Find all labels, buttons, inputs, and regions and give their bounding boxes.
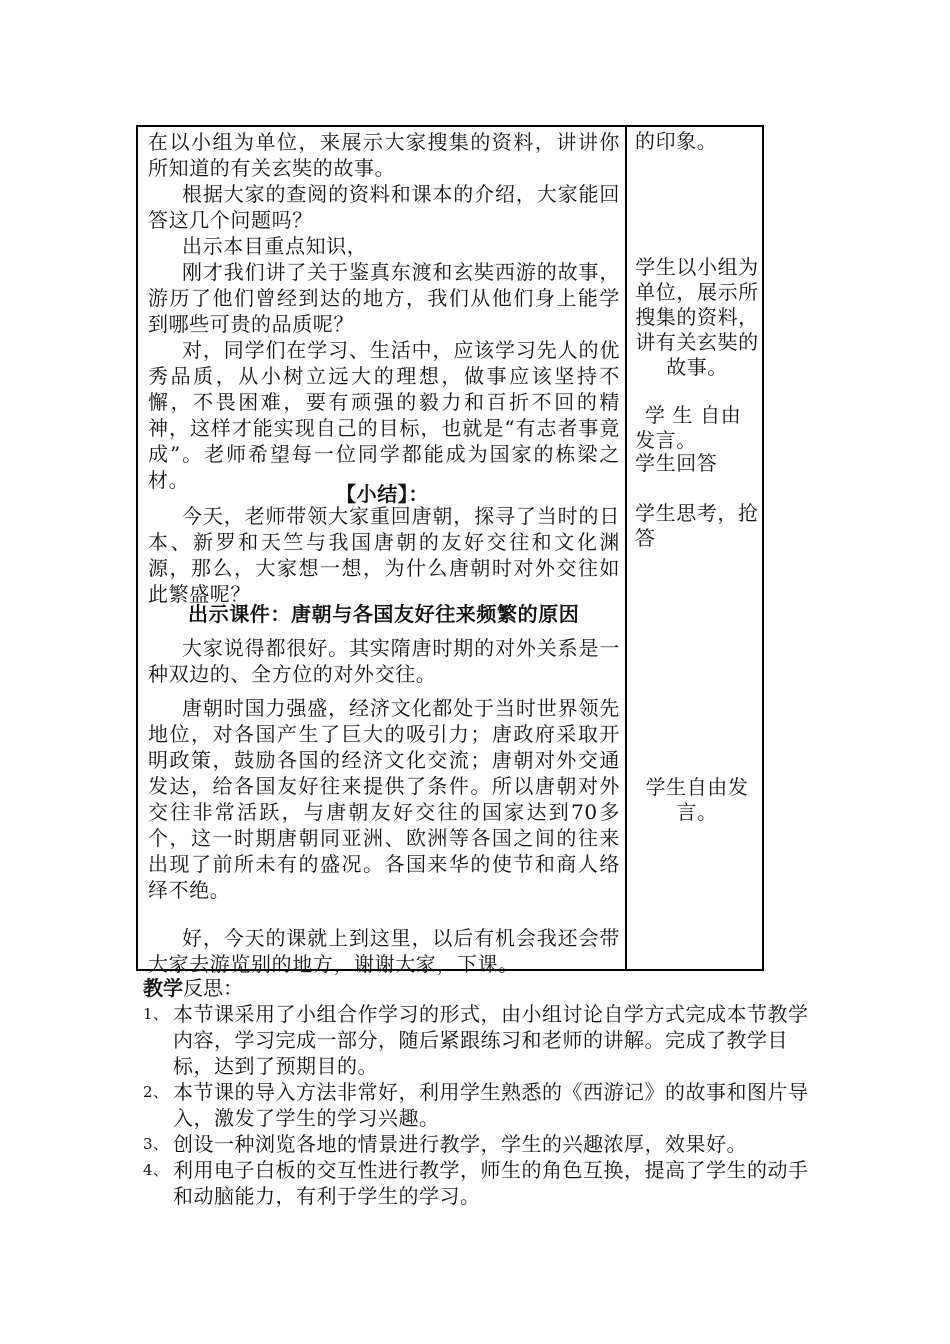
item-number: 4、 — [143, 1161, 169, 1179]
item-number: 1、 — [143, 1005, 169, 1023]
item-text: 本节课采用了小组合作学习的形式，由小组讨论自学方式完成本节教学内容，学习完成一部分，随后紧跟练习和老师的讲解。完成了教学目标，达到了预期目的。 — [173, 1002, 809, 1078]
courseware-heading: 出示课件：唐朝与各国友好往来频繁的原因 — [188, 602, 580, 626]
student-note: 学生回答 — [635, 451, 718, 475]
paragraph: 刚才我们讲了关于鉴真东渡和玄奘西游的故事，游历了他们曾经到达的地方，我们从他们身上能学到哪些可贵的品质呢？ — [148, 260, 620, 336]
student-note: 的印象。 — [635, 129, 718, 153]
item-number: 2、 — [143, 1083, 169, 1101]
paragraph: 大家说得都很好。其实隋唐时期的对外关系是一种双边的、全方位的对外交往。 — [148, 636, 620, 686]
paragraph: 今天，老师带领大家重回唐朝，探寻了当时的日本、新罗和天竺与我国唐朝的友好交往和文化渊源，那么，大家想一想，为什么唐朝时对外交往如此繁盛呢？ — [148, 504, 620, 606]
paragraph: 好，今天的课就上到这里，以后有机会我还会带大家去游览别的地方，谢谢大家，下课。 — [148, 926, 620, 976]
student-note: 学 生 自由发言。 — [635, 403, 742, 452]
teacher-activity-column — [148, 127, 620, 976]
paragraph: 出示本目重点知识， — [182, 234, 368, 258]
item-number: 3、 — [143, 1135, 169, 1153]
reflection-title-bold: 教学 — [143, 976, 183, 1000]
reflection-item — [143, 1079, 813, 1131]
student-note: 学生思考，抢答 — [635, 501, 759, 550]
teaching-reflection — [143, 975, 813, 1209]
column-divider — [625, 127, 627, 969]
student-note: 学生自由发言。 — [645, 775, 749, 824]
item-text: 本节课的导入方法非常好，利用学生熟悉的《西游记》的故事和图片导入，激发了学生的学习兴趣。 — [173, 1080, 809, 1130]
reflection-title — [143, 975, 813, 1001]
paragraph: 唐朝时国力强盛，经济文化都处于当时世界领先地位，对各国产生了巨大的吸引力；唐政府采取开明政策，鼓励各国的经济文化交流；唐朝对外交通发达，给各国友好往来提供了条件。所以唐朝对外交往非常活跃，与唐朝友好交往的国家达到70多个，这一时期唐朝同亚洲、欧洲等各国之间的往来出现了前所未有的盛况。各国来华的使节和商人络绎不绝。 — [148, 696, 620, 902]
student-activity-column — [635, 127, 759, 969]
reflection-item — [143, 1001, 813, 1079]
student-note: 学生以小组为单位，展示所搜集的资料，讲有关玄奘的故事。 — [635, 255, 759, 379]
item-text: 创设一种浏览各地的情景进行教学，学生的兴趣浓厚，效果好。 — [173, 1132, 747, 1156]
paragraph: 在以小组为单位，来展示大家搜集的资料，讲讲你所知道的有关玄奘的故事。 — [148, 130, 620, 180]
paragraph: 根据大家的查阅的资料和课本的介绍，大家能回答这几个问题吗？ — [148, 182, 620, 232]
paragraph: 对，同学们在学习、生活中，应该学习先人的优秀品质，从小树立远大的理想，做事应该坚持不懈，不畏困难，要有顽强的毅力和百折不回的精神，这样才能实现自己的目标，也就是“有志者事竟成”。老师希望每一位同学都能成为国家的栋梁之材。 — [148, 338, 620, 492]
reflection-item — [143, 1157, 813, 1209]
reflection-item — [143, 1131, 813, 1157]
lesson-table — [136, 125, 764, 976]
reflection-title-rest: 反思： — [183, 976, 243, 1000]
item-text: 利用电子白板的交互性进行教学，师生的角色互换，提高了学生的动手和动脑能力，有利于学生的学习。 — [173, 1158, 809, 1208]
summary-heading: 【小结】： — [336, 482, 429, 506]
